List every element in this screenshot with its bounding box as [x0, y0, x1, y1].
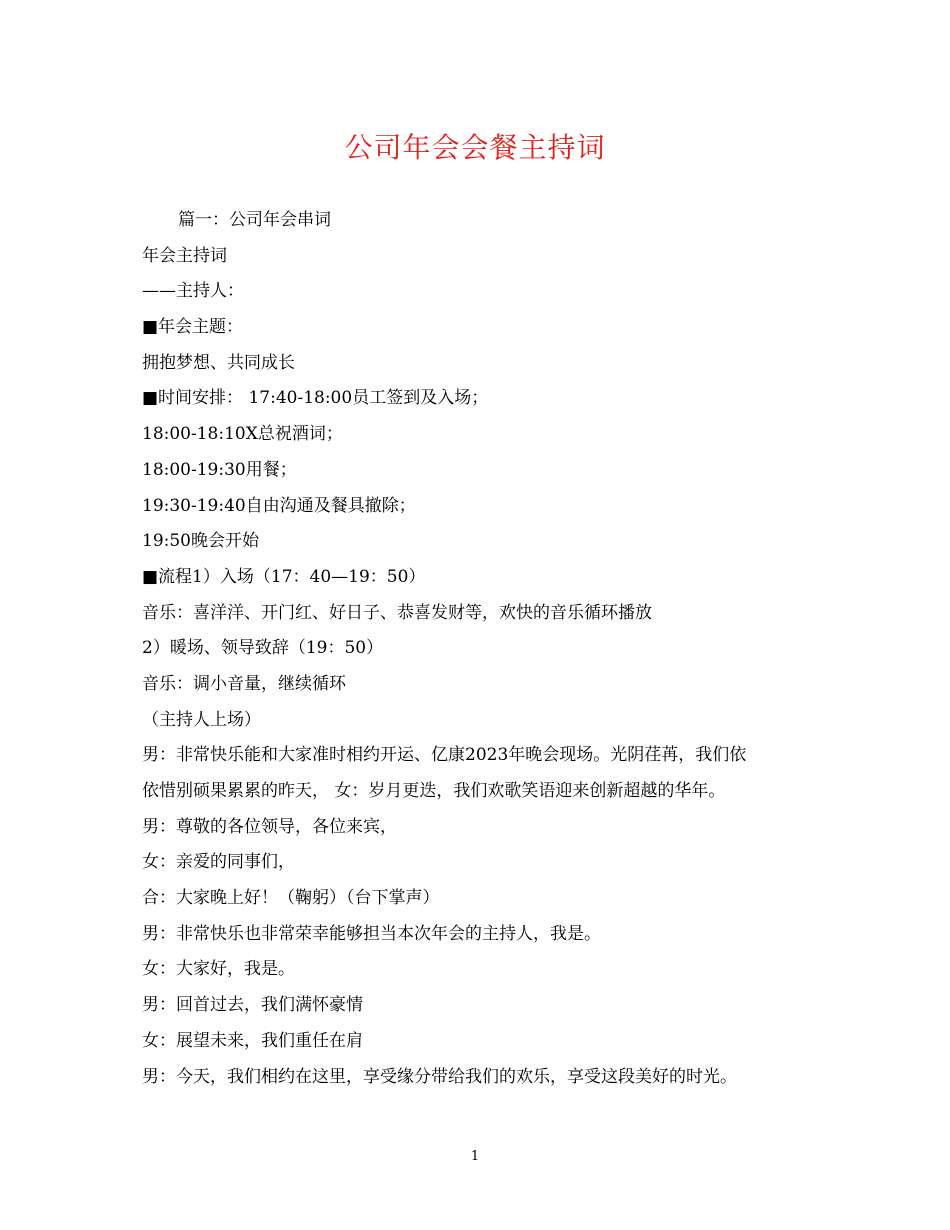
text-line: 男：尊敬的各位领导，各位来宾，	[142, 816, 397, 837]
text-line: 男：非常快乐也非常荣幸能够担当本次年会的主持人，我是。	[142, 923, 601, 944]
text-line: 音乐：调小音量，继续循环	[142, 673, 346, 694]
text-line: 女：大家好，我是。	[142, 959, 295, 980]
text-line: ■年会主题：	[142, 317, 244, 338]
text-line: ■时间安排： 17:40-18:00员工签到及入场；	[142, 388, 489, 409]
text-line: 年会主持词	[142, 245, 227, 266]
page-number: 1	[470, 1149, 480, 1164]
text-line: 18:00-19:30用餐；	[142, 459, 297, 480]
text-line: 音乐：喜洋洋、开门红、好日子、恭喜发财等，欢快的音乐循环播放	[142, 602, 652, 623]
text-line: 女：亲爱的同事们，	[142, 852, 295, 873]
text-line: 18:00-18:10X总祝酒词；	[142, 424, 343, 445]
text-line: 2）暖场、领导致辞（19：50）	[142, 638, 384, 659]
text-line: 拥抱梦想、共同成长	[142, 352, 295, 373]
text-line: 依惜别硕果累累的昨天， 女：岁月更迭，我们欢歌笑语迎来创新超越的华年。	[142, 781, 726, 801]
text-line: ■流程1）入场（17：40—19：50）	[142, 566, 426, 587]
text-line: （主持人上场）	[142, 709, 261, 730]
text-line: 女：展望未来，我们重任在肩	[142, 1030, 363, 1051]
text-line: 19:30-19:40自由沟通及餐具撤除；	[142, 495, 416, 516]
text-line: ——主持人：	[142, 281, 244, 302]
section-heading: 篇一：公司年会串词	[178, 210, 331, 230]
text-line: 男：非常快乐能和大家准时相约开运、亿康2023年晚会现场。光阴荏苒，我们依	[142, 745, 747, 766]
document-body	[142, 203, 822, 1095]
text-line: 合：大家晚上好！（鞠躬）（台下掌声）	[142, 888, 440, 909]
text-line: 19:50晚会开始	[142, 531, 259, 552]
text-line: 男：回首过去，我们满怀豪情	[142, 995, 363, 1016]
text-line: 男：今天，我们相约在这里，享受缘分带给我们的欢乐，享受这段美好的时光。	[142, 1066, 737, 1087]
document-title: 公司年会会餐主持词	[344, 131, 606, 164]
